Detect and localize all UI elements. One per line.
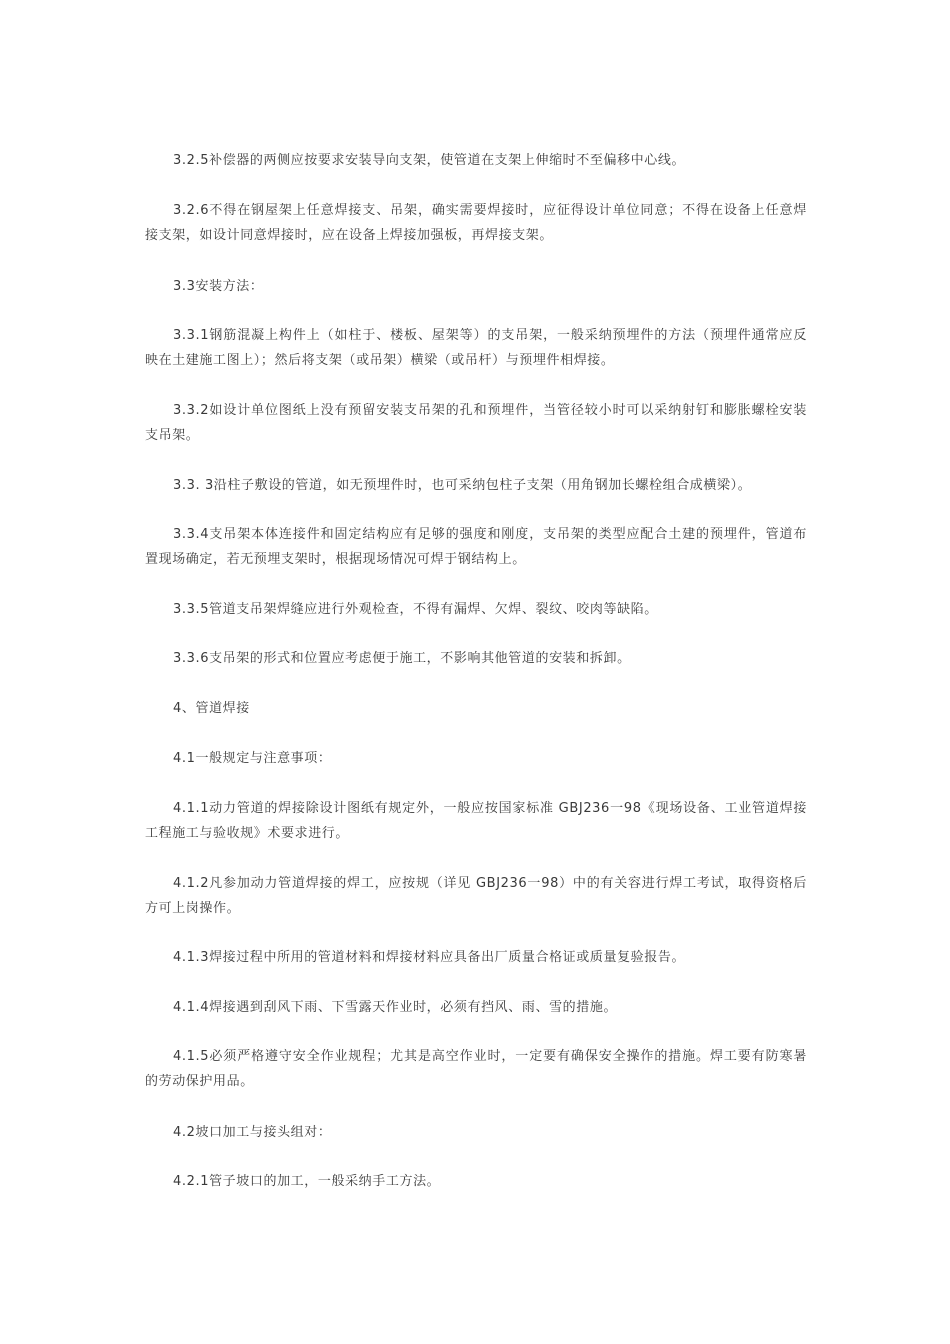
heading-4-1: 4.1一般规定与注意事项： — [173, 751, 332, 766]
paragraph-4-1-2: 4.1.2凡参加动力管道焊接的焊工，应按规（详见 GBJ236一98）中的有关容进行焊工考试，取得资格后方可上岗操作。 — [145, 876, 807, 916]
paragraph-3-3-5: 3.3.5管道支吊架焊缝应进行外观检查，不得有漏焊、欠焊、裂纹、咬肉等缺陷。 — [173, 602, 658, 617]
paragraph-4-2-1: 4.2.1管子坡口的加工，一般采纳手工方法。 — [173, 1174, 441, 1189]
paragraph-3-2-5: 3.2.5补偿器的两侧应按要求安装导向支架，使管道在支架上伸缩时不至偏移中心线。 — [173, 153, 686, 168]
heading-4: 4、管道焊接 — [173, 701, 250, 716]
heading-3-3: 3.3安装方法： — [173, 279, 264, 294]
paragraph-4-1-1: 4.1.1动力管道的焊接除设计图纸有规定外，一般应按国家标准 GBJ236一98《现场设备、工业管道焊接工程施工与验收规》术要求进行。 — [145, 801, 807, 841]
paragraph-4-1-3: 4.1.3焊接过程中所用的管道材料和焊接材料应具备出厂质量合格证或质量复验报告。 — [173, 950, 686, 965]
heading-4-2: 4.2坡口加工与接头组对： — [173, 1125, 332, 1140]
paragraph-3-3-2: 3.3.2如设计单位图纸上没有预留安装支吊架的孔和预埋件，当管径较小时可以采纳射钉和膨胀螺栓安装支吊架。 — [145, 403, 807, 443]
paragraph-3-3-6: 3.3.6支吊架的形式和位置应考虑便于施工，不影响其他管道的安装和拆卸。 — [173, 651, 631, 666]
paragraph-3-3-1: 3.3.1钢筋混凝上构件上（如柱于、楼板、屋架等）的支吊架，一般采纳预埋件的方法（预埋件通常应反映在土建施工图上）；然后将支架（或吊架）横梁（或吊杆）与预埋件相焊接。 — [145, 328, 807, 368]
paragraph-4-1-5: 4.1.5必须严格遵守安全作业规程；尤其是高空作业时，一定要有确保安全操作的措施。焊工要有防寒暑的劳动保护用品。 — [145, 1049, 807, 1089]
paragraph-3-2-6: 3.2.6不得在钢屋架上任意焊接支、吊架，确实需要焊接时，应征得设计单位同意；不得在设备上任意焊接支架，如设计同意焊接时，应在设备上焊接加强板，再焊接支架。 — [145, 203, 807, 243]
paragraph-4-1-4: 4.1.4焊接遇到刮风下雨、下雪露天作业时，必须有挡风、雨、雪的措施。 — [173, 1000, 618, 1015]
paragraph-3-3-4: 3.3.4支吊架本体连接件和固定结构应有足够的强度和刚度，支吊架的类型应配合土建的预埋件，管道布置现场确定，若无预埋支架时，根据现场情况可焊于钢结构上。 — [145, 527, 807, 567]
paragraph-3-3-3: 3.3. 3沿柱子敷设的管道，如无预埋件时，也可采纳包柱子支架（用角钢加长螺栓组合成横梁）。 — [173, 478, 752, 493]
